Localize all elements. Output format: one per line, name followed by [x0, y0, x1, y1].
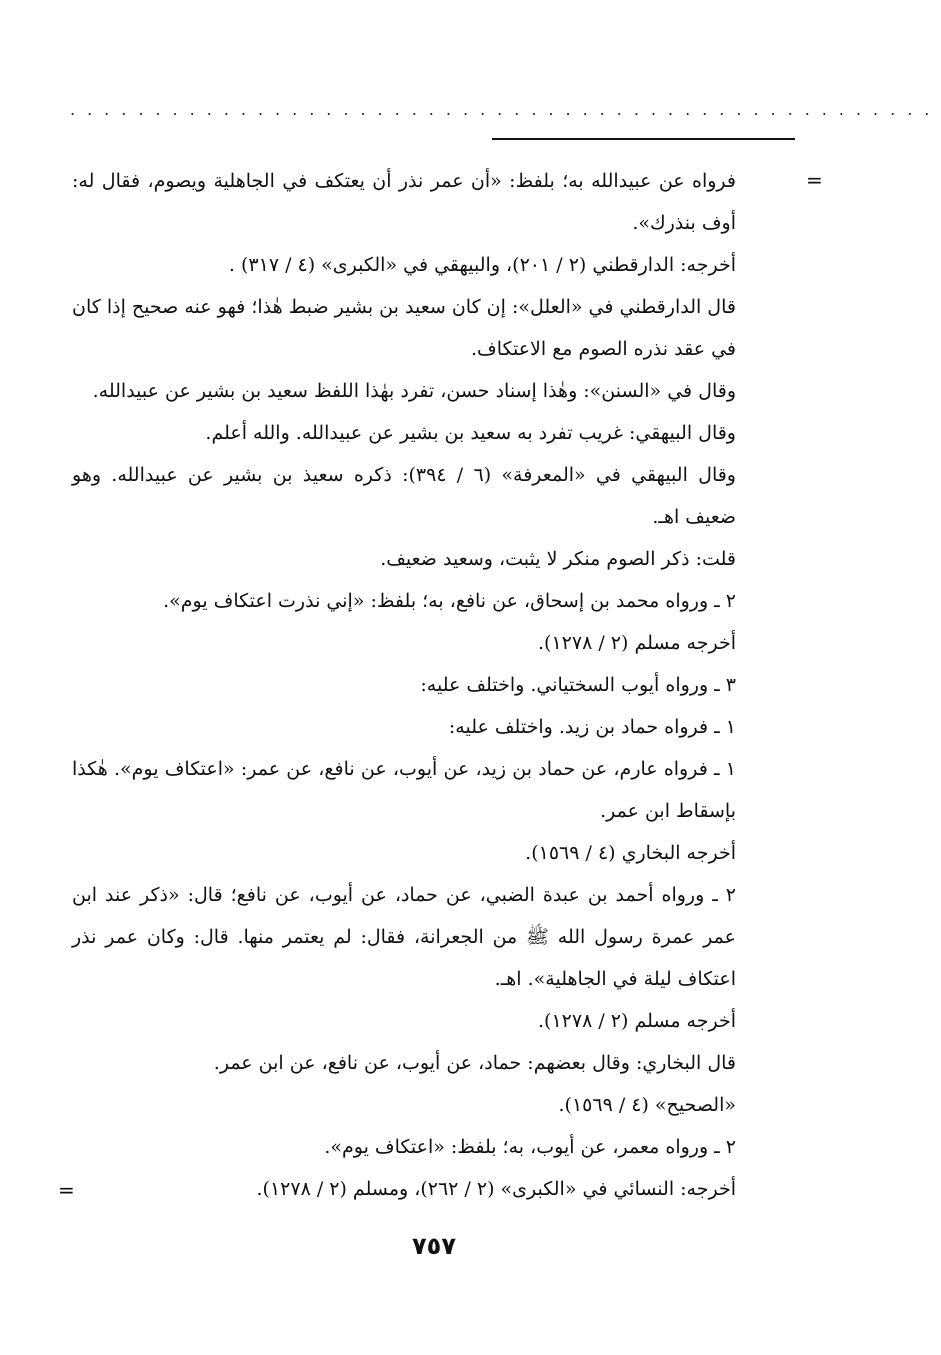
paragraph: أخرجه مسلم (٢ / ١٢٧٨).: [538, 1010, 736, 1032]
continuation-mark-top: =: [806, 168, 823, 192]
paragraph: ٢ ـ ورواه معمر، عن أيوب، به؛ بلفظ: «اعتكاف يوم».: [324, 1136, 736, 1158]
page-number: ٧٥٧: [412, 1232, 456, 1260]
paragraph: قال الدارقطني في «العلل»: إن كان سعيد بن بشير ضبط هٰذا؛ فهو عنه صحيح إذا كان في عقد نذره الصوم مع الاعتكاف.: [72, 296, 736, 360]
footnote-text: [72, 160, 736, 1210]
paragraph: وقال البيهقي: غريب تفرد به سعيد بن بشير عن عبيدالله. والله أعلم.: [205, 422, 736, 444]
footnote-rule: [492, 138, 795, 140]
paragraph: ٣ ـ ورواه أيوب السختياني. واختلف عليه:: [420, 674, 736, 696]
paragraph: قلت: ذكر الصوم منكر لا يثبت، وسعيد ضعيف.: [380, 548, 736, 570]
paragraph: «الصحيح» (٤ / ١٥٦٩).: [558, 1094, 736, 1116]
paragraph: أخرجه: الدارقطني (٢ / ٢٠١)، والبيهقي في «الكبرى» (٤ / ٣١٧) .: [228, 254, 736, 276]
paragraph: قال البخاري: وقال بعضهم: حماد، عن أيوب، عن نافع، عن ابن عمر.: [213, 1052, 736, 1074]
dotted-separator: ...................................................: [70, 100, 941, 119]
paragraph: ١ ـ فرواه حماد بن زيد. واختلف عليه:: [448, 716, 736, 738]
paragraph: أخرجه: النسائي في «الكبرى» (٢ / ٢٦٢)، ومسلم (٢ / ١٢٧٨).: [256, 1178, 736, 1200]
paragraph: ٢ ـ ورواه محمد بن إسحاق، عن نافع، به؛ بلفظ: «إني نذرت اعتكاف يوم».: [163, 590, 736, 612]
paragraph: فرواه عن عبيدالله به؛ بلفظ: «أن عمر نذر أن يعتكف في الجاهلية ويصوم، فقال له: أوف بنذرك».: [72, 170, 736, 234]
paragraph: أخرجه البخاري (٤ / ١٥٦٩).: [525, 842, 736, 864]
continuation-mark-bottom: =: [58, 1178, 75, 1202]
paragraph: ١ ـ فرواه عارم، عن حماد بن زيد، عن أيوب، عن نافع، عن عمر: «اعتكاف يوم». هٰكذا بإسقاط ابن عمر.: [72, 758, 736, 822]
paragraph: وقال في «السنن»: وهٰذا إسناد حسن، تفرد بهٰذا اللفظ سعيد بن بشير عن عبيدالله.: [92, 380, 736, 402]
paragraph: وقال البيهقي في «المعرفة» (٦ / ٣٩٤): ذكره سعيذ بن بشير عن عبيدالله. وهو ضعيف اهـ.: [72, 464, 736, 528]
paragraph: ٢ ـ ورواه أحمد بن عبدة الضبي، عن حماد، عن أيوب، عن نافع؛ قال: «ذكر عند ابن عمر عمرة رسول الله ﷺ من الجعرانة، فقال: لم يعتمر منها. قال: وكان عمر نذر اعتكاف ليلة في الجاهلية». اهـ.: [72, 884, 736, 990]
paragraph: أخرجه مسلم (٢ / ١٢٧٨).: [538, 632, 736, 654]
